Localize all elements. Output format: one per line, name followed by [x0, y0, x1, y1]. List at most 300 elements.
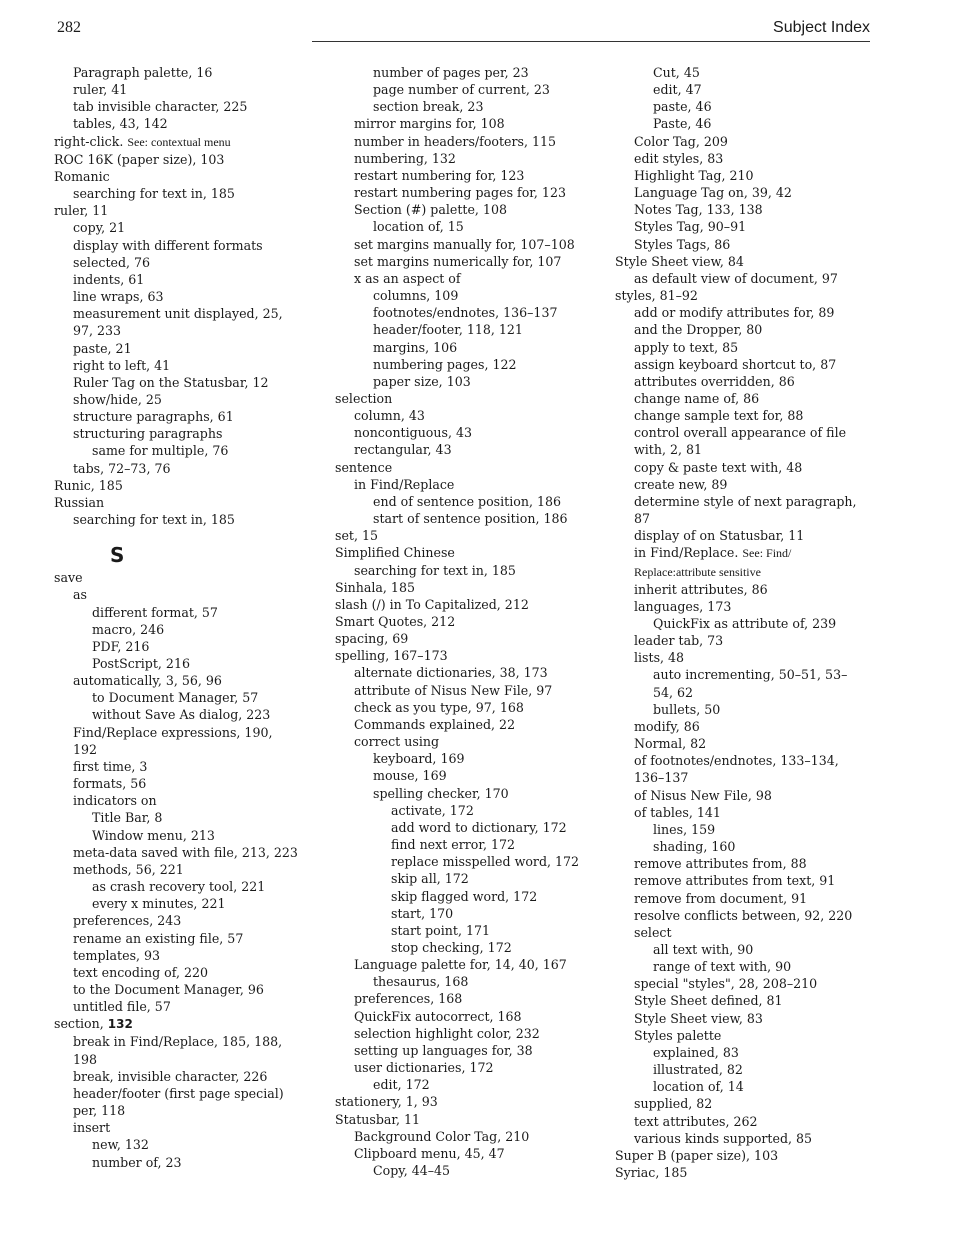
entry-text: activate, 172	[391, 802, 474, 818]
index-entry	[54, 185, 304, 202]
index-entry	[54, 569, 304, 586]
header-rule	[312, 41, 870, 42]
entry-text: 192	[73, 741, 98, 757]
entry-text: PDF, 216	[92, 638, 150, 654]
entry-text: QuickFix autocorrect, 168	[354, 1008, 522, 1024]
entry-text: end of sentence position, 186	[373, 493, 561, 509]
index-entry	[54, 254, 304, 271]
entry-text: Romanic	[54, 168, 110, 184]
entry-text: edit, 47	[653, 82, 702, 98]
index-entry	[54, 202, 304, 219]
entry-text: Ruler Tag on the Statusbar, 12	[73, 374, 269, 390]
entry-text: Paragraph palette, 16	[73, 65, 213, 80]
entry-text: start of sentence position, 186	[373, 511, 568, 527]
entry-text: determine style of next paragraph,	[634, 493, 857, 509]
entry-text: add or modify attributes for, 89	[634, 305, 835, 321]
index-entry	[335, 750, 600, 767]
index-entry	[335, 253, 600, 270]
entry-text: spelling checker, 170	[373, 785, 509, 801]
entry-bold-page: 132	[107, 1017, 133, 1032]
index-entry	[615, 924, 870, 941]
entry-text: control overall appearance of file	[634, 425, 847, 441]
index-entry	[54, 809, 304, 826]
entry-text: indicators on	[73, 793, 157, 809]
index-entry	[335, 390, 600, 407]
index-entry	[615, 890, 870, 907]
entry-text: Style Sheet view, 84	[615, 253, 744, 269]
index-entry	[335, 613, 600, 630]
index-entry	[615, 1078, 870, 1095]
entry-text: number of, 23	[92, 1154, 182, 1170]
entry-text: selection	[335, 390, 393, 406]
index-entry	[54, 442, 304, 459]
entry-text: untitled file, 57	[73, 999, 171, 1015]
index-entry	[54, 638, 304, 655]
entry-text: find next error, 172	[391, 837, 516, 853]
entry-text: line wraps, 63	[73, 289, 164, 305]
entry-text: edit, 172	[373, 1077, 430, 1093]
entry-text: Highlight Tag, 210	[634, 167, 754, 183]
entry-text: Russian	[54, 494, 105, 510]
index-entry	[615, 356, 870, 373]
entry-text: explained, 83	[653, 1044, 739, 1060]
index-entry	[335, 339, 600, 356]
entry-text: section break, 23	[373, 99, 484, 115]
index-entry	[335, 201, 600, 218]
entry-text: different format, 57	[92, 604, 218, 620]
entry-text: number in headers/footers, 115	[354, 133, 557, 149]
index-entry	[54, 672, 304, 689]
index-entry	[54, 98, 304, 115]
index-entry	[615, 527, 870, 544]
entry-text: Cut, 45	[653, 65, 700, 80]
entry-text: ruler, 41	[73, 82, 128, 98]
index-entry	[615, 64, 870, 81]
entry-text: keyboard, 169	[373, 751, 465, 767]
index-entry	[54, 930, 304, 947]
running-header: Subject Index	[773, 19, 870, 36]
index-entry	[335, 493, 600, 510]
entry-text: skip all, 172	[391, 871, 469, 887]
index-entry	[335, 596, 600, 613]
index-entry	[335, 510, 600, 527]
entry-text: Language Tag on, 39, 42	[634, 185, 792, 201]
entry-text: inherit attributes, 86	[634, 581, 768, 597]
entry-text: structure paragraphs, 61	[73, 409, 234, 425]
index-entry	[54, 477, 304, 494]
entry-text: searching for text in, 185	[354, 562, 516, 578]
index-entry	[615, 752, 870, 769]
index-entry	[335, 321, 600, 338]
entry-text: Styles Tag, 90–91	[634, 219, 747, 235]
index-entry	[615, 581, 870, 598]
entry-text: location of, 15	[373, 219, 464, 235]
index-entry	[615, 253, 870, 270]
index-entry	[54, 895, 304, 912]
entry-text: start point, 171	[391, 922, 491, 938]
index-entry	[615, 838, 870, 855]
index-entry	[54, 1102, 304, 1119]
entry-text: meta-data saved with file, 213, 223	[73, 844, 298, 860]
entry-text: replace misspelled word, 172	[391, 854, 580, 870]
entry-text: new, 132	[92, 1137, 149, 1153]
entry-text: of tables, 141	[634, 804, 721, 820]
index-entry	[335, 579, 600, 596]
entry-text: slash (/) in To Capitalized, 212	[335, 596, 529, 612]
entry-text: of footnotes/endnotes, 133–134,	[634, 753, 839, 769]
index-entry	[335, 956, 600, 973]
entry-text: styles, 81–92	[615, 288, 698, 304]
index-entry	[54, 912, 304, 929]
entry-text: paste, 46	[653, 99, 712, 115]
see-reference: See: Find/	[742, 546, 792, 561]
entry-text: methods, 56, 221	[73, 861, 184, 877]
index-entry	[615, 1095, 870, 1112]
index-entry	[615, 424, 870, 441]
index-entry	[615, 1010, 870, 1027]
entry-text: display of on Statusbar, 11	[634, 528, 805, 544]
index-entry	[615, 287, 870, 304]
index-entry	[54, 861, 304, 878]
entry-text: attributes overridden, 86	[634, 373, 795, 389]
index-entry	[335, 853, 600, 870]
index-entry	[335, 184, 600, 201]
index-entry	[335, 527, 600, 544]
index-entry	[335, 1059, 600, 1076]
entry-text: indents, 61	[73, 271, 145, 287]
entry-text: attribute of Nisus New File, 97	[354, 682, 553, 698]
index-entry	[615, 718, 870, 735]
entry-text: margins, 106	[373, 339, 458, 355]
entry-text: create new, 89	[634, 476, 728, 492]
entry-text: ROC 16K (paper size), 103	[54, 151, 225, 167]
index-entry	[615, 821, 870, 838]
index-entry	[335, 973, 600, 990]
entry-text: remove attributes from text, 91	[634, 873, 836, 889]
index-entry	[335, 1008, 600, 1025]
index-entry	[54, 151, 304, 168]
entry-text: set, 15	[335, 528, 379, 544]
entry-text: all text with, 90	[653, 941, 754, 957]
index-entry	[615, 632, 870, 649]
index-entry	[335, 64, 600, 81]
entry-text: lists, 48	[634, 650, 685, 666]
index-entry	[54, 288, 304, 305]
index-entry	[335, 716, 600, 733]
entry-text: skip flagged word, 172	[391, 888, 538, 904]
index-entry	[615, 1130, 870, 1147]
entry-text: structuring paragraphs	[73, 426, 223, 442]
entry-text: add word to dictionary, 172	[391, 819, 567, 835]
entry-text: number of pages per, 23	[373, 65, 529, 80]
entry-text: tables, 43, 142	[73, 116, 168, 132]
see-reference: See: contextual menu	[127, 134, 231, 149]
entry-text: Title Bar, 8	[92, 810, 163, 826]
entry-text: Background Color Tag, 210	[354, 1128, 530, 1144]
entry-text: range of text with, 90	[653, 959, 792, 975]
index-entry	[335, 630, 600, 647]
entry-text: 198	[73, 1051, 98, 1067]
index-entry	[615, 98, 870, 115]
entry-text: as crash recovery tool, 221	[92, 879, 266, 895]
index-entry	[335, 785, 600, 802]
entry-text: rename an existing file, 57	[73, 930, 244, 946]
entry-text: copy & paste text with, 48	[634, 459, 803, 475]
index-column-1	[54, 64, 304, 1171]
index-entry	[54, 706, 304, 723]
index-entry	[615, 1044, 870, 1061]
entry-text: footnotes/endnotes, 136–137	[373, 305, 558, 321]
index-entry	[54, 219, 304, 236]
index-entry	[615, 544, 870, 562]
entry-text: without Save As dialog, 223	[92, 707, 271, 723]
index-entry	[615, 958, 870, 975]
index-entry	[615, 167, 870, 184]
entry-text: Section (#) palette, 108	[354, 202, 507, 218]
index-entry	[615, 872, 870, 889]
index-entry	[335, 562, 600, 579]
entry-text: preferences, 243	[73, 913, 182, 929]
entry-text: every x minutes, 221	[92, 896, 226, 912]
entry-text: correct using	[354, 734, 440, 750]
index-entry	[335, 304, 600, 321]
index-entry	[615, 133, 870, 150]
index-entry	[54, 792, 304, 809]
entry-text: tabs, 72–73, 76	[73, 460, 171, 476]
entry-text: spelling, 167–173	[335, 648, 448, 664]
index-entry	[615, 373, 870, 390]
entry-text: searching for text in, 185	[73, 186, 235, 202]
entry-text: macro, 246	[92, 621, 165, 637]
entry-text: Statusbar, 11	[335, 1111, 421, 1127]
entry-text: header/footer, 118, 121	[373, 322, 523, 338]
entry-text: apply to text, 85	[634, 339, 739, 355]
index-entry	[615, 81, 870, 98]
entry-text: start, 170	[391, 905, 454, 921]
entry-text: columns, 109	[373, 288, 459, 304]
index-entry	[335, 459, 600, 476]
entry-text: Simplified Chinese	[335, 545, 455, 561]
index-entry	[335, 905, 600, 922]
entry-text: auto incrementing, 50–51, 53–	[653, 667, 848, 683]
entry-text: right-click.	[54, 133, 128, 149]
index-entry	[54, 1085, 304, 1102]
index-entry	[335, 476, 600, 493]
page-number: 282	[57, 19, 81, 36]
index-entry	[54, 775, 304, 792]
entry-text: formats, 56	[73, 776, 147, 792]
index-entry	[335, 270, 600, 287]
index-entry	[54, 1051, 304, 1068]
entry-text: Styles Tags, 86	[634, 236, 731, 252]
index-entry	[54, 1068, 304, 1085]
index-entry	[54, 81, 304, 98]
entry-text: rectangular, 43	[354, 442, 452, 458]
entry-text: special "styles", 28, 208–210	[634, 976, 818, 992]
entry-text: break, invisible character, 226	[73, 1068, 268, 1084]
index-entry	[54, 1154, 304, 1171]
index-entry	[54, 758, 304, 775]
index-entry	[615, 787, 870, 804]
index-entry	[54, 1015, 304, 1033]
entry-text: of Nisus New File, 98	[634, 787, 772, 803]
index-entry	[615, 598, 870, 615]
index-entry	[54, 1119, 304, 1136]
index-entry	[54, 391, 304, 408]
index-entry	[335, 98, 600, 115]
index-entry	[335, 1145, 600, 1162]
index-entry	[615, 510, 870, 527]
index-entry	[54, 741, 304, 758]
index-entry	[54, 964, 304, 981]
index-entry	[615, 441, 870, 458]
entry-text: set margins numerically for, 107	[354, 253, 562, 269]
index-entry	[54, 655, 304, 672]
index-entry	[335, 682, 600, 699]
index-entry	[54, 511, 304, 528]
index-entry	[615, 804, 870, 821]
entry-text: stationery, 1, 93	[335, 1094, 438, 1110]
index-entry	[335, 218, 600, 235]
index-entry	[54, 586, 304, 603]
entry-text: first time, 3	[73, 758, 148, 774]
index-entry	[615, 407, 870, 424]
index-entry	[54, 425, 304, 442]
entry-text: Normal, 82	[634, 736, 707, 752]
entry-text: Sinhala, 185	[335, 579, 415, 595]
entry-text: select	[634, 924, 672, 940]
entry-text: restart numbering pages for, 123	[354, 185, 566, 201]
index-entry	[335, 287, 600, 304]
index-entry	[335, 888, 600, 905]
index-entry	[615, 907, 870, 924]
entry-text: tab invisible character, 225	[73, 99, 248, 115]
index-entry	[615, 493, 870, 510]
entry-text: thesaurus, 168	[373, 974, 469, 990]
index-entry	[54, 237, 304, 254]
index-entry	[54, 305, 304, 322]
index-entry	[54, 1136, 304, 1153]
index-entry	[615, 150, 870, 167]
entry-text: show/hide, 25	[73, 391, 162, 407]
index-entry	[615, 184, 870, 201]
entry-text: x as an aspect of	[354, 270, 461, 286]
entry-text: paste, 21	[73, 340, 132, 356]
entry-text: alternate dictionaries, 38, 173	[354, 665, 548, 681]
entry-text: section,	[54, 1016, 108, 1032]
entry-text: to Document Manager, 57	[92, 690, 259, 706]
entry-text: stop checking, 172	[391, 939, 512, 955]
entry-text: copy, 21	[73, 220, 126, 236]
entry-text: restart numbering for, 123	[354, 167, 525, 183]
index-entry	[615, 735, 870, 752]
index-entry	[54, 133, 304, 151]
index-entry	[615, 1147, 870, 1164]
index-entry	[335, 939, 600, 956]
entry-text: setting up languages for, 38	[354, 1042, 533, 1058]
index-entry	[615, 459, 870, 476]
entry-text: mouse, 169	[373, 768, 447, 784]
entry-text: per, 118	[73, 1103, 126, 1119]
index-entry	[615, 855, 870, 872]
index-entry	[54, 168, 304, 185]
index-entry	[615, 270, 870, 287]
entry-text: change name of, 86	[634, 390, 760, 406]
index-entry	[54, 374, 304, 391]
entry-text: break in Find/Replace, 185, 188,	[73, 1034, 283, 1050]
index-entry	[615, 115, 870, 132]
entry-text: paper size, 103	[373, 373, 471, 389]
index-entry	[54, 621, 304, 638]
index-entry	[54, 340, 304, 357]
entry-text: insert	[73, 1120, 111, 1136]
index-entry	[335, 1162, 600, 1179]
index-entry	[54, 408, 304, 425]
entry-text: header/footer (first page special)	[73, 1085, 284, 1101]
entry-text: leader tab, 73	[634, 633, 724, 649]
entry-text: same for multiple, 76	[92, 443, 229, 459]
index-entry	[54, 689, 304, 706]
index-entry	[615, 390, 870, 407]
entry-text: Super B (paper size), 103	[615, 1147, 779, 1163]
entry-text: text encoding of, 220	[73, 964, 208, 980]
letter-heading: S	[110, 543, 125, 568]
index-entry	[335, 115, 600, 132]
entry-text: Window menu, 213	[92, 827, 215, 843]
entry-text: and the Dropper, 80	[634, 322, 763, 338]
entry-text: edit styles, 83	[634, 150, 724, 166]
index-entry	[335, 767, 600, 784]
entry-text: set margins manually for, 107–108	[354, 236, 575, 252]
index-column-2	[335, 64, 600, 1179]
index-entry	[335, 1076, 600, 1093]
index-entry	[335, 1128, 600, 1145]
index-entry	[615, 941, 870, 958]
index-entry	[615, 476, 870, 493]
index-entry	[615, 615, 870, 632]
entry-text: Runic, 185	[54, 477, 123, 493]
index-entry	[54, 981, 304, 998]
index-entry	[54, 844, 304, 861]
entry-text: preferences, 168	[354, 991, 463, 1007]
entry-text: various kinds supported, 85	[634, 1130, 813, 1146]
entry-text: Notes Tag, 133, 138	[634, 202, 763, 218]
entry-text: Style Sheet defined, 81	[634, 993, 783, 1009]
entry-text: shading, 160	[653, 839, 736, 855]
index-entry	[54, 494, 304, 511]
entry-text: in Find/Replace	[354, 476, 455, 492]
entry-text: automatically, 3, 56, 96	[73, 673, 222, 689]
index-entry	[615, 321, 870, 338]
entry-text: modify, 86	[634, 718, 700, 734]
entry-text: Clipboard menu, 45, 47	[354, 1145, 505, 1161]
index-entry	[54, 460, 304, 477]
entry-text: 54, 62	[653, 684, 694, 700]
index-entry	[615, 666, 870, 683]
entry-text: display with different formats	[73, 237, 263, 253]
entry-text: QuickFix as attribute of, 239	[653, 616, 837, 631]
index-entry	[335, 544, 600, 561]
index-entry	[615, 1027, 870, 1044]
entry-text: location of, 14	[653, 1079, 744, 1095]
entry-text: Paste, 46	[653, 116, 712, 132]
entry-text: 97, 233	[73, 323, 122, 339]
index-entry	[335, 1111, 600, 1128]
entry-text: remove from document, 91	[634, 890, 808, 906]
entry-text: Style Sheet view, 83	[634, 1010, 763, 1026]
index-column-3	[615, 64, 870, 1181]
entry-text: save	[54, 570, 83, 586]
